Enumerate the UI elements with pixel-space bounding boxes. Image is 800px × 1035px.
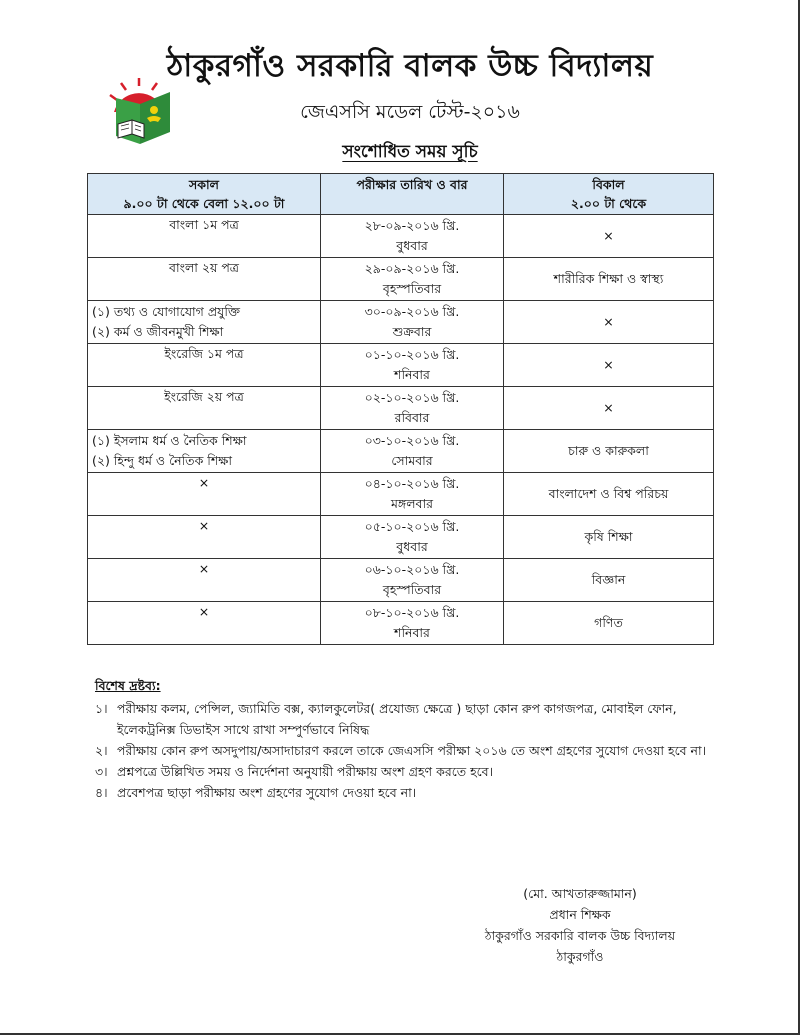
cell-exam-date: [321, 215, 504, 258]
exam-date: ২৮-০৯-২০১৬ খ্রি.: [364, 218, 460, 233]
header-afternoon-time: ২.০০ টা থেকে: [570, 196, 647, 211]
header-morning-time: ৯.০০ টা থেকে বেলা ১২.০০ টা: [123, 196, 285, 211]
cell-morning-subject: [88, 344, 321, 387]
exam-date: ০৮-১০-২০১৬ খ্রি.: [364, 605, 460, 620]
exam-date: ০২-১০-২০১৬ খ্রি.: [364, 390, 460, 405]
note-number: ৪।: [95, 785, 108, 800]
header-morning-title: সকাল: [189, 177, 219, 192]
morning-subject-line: ইংরেজি ১ম পত্র: [164, 346, 244, 361]
header-afternoon: [504, 174, 714, 215]
cell-afternoon-subject: কৃষি শিক্ষা: [504, 516, 714, 559]
cell-morning-subject: [88, 602, 321, 645]
cell-exam-date: [321, 258, 504, 301]
exam-date: ০৬-১০-২০১৬ খ্রি.: [364, 562, 460, 577]
header-date: [321, 174, 504, 215]
morning-subject-line: ×: [198, 518, 210, 533]
cell-exam-date: [321, 602, 504, 645]
table-row: [88, 602, 714, 645]
cell-afternoon-subject: ×: [504, 301, 714, 344]
header-morning: [88, 174, 321, 215]
note-item: [95, 782, 725, 803]
exam-day: শনিবার: [394, 625, 430, 640]
signatory-designation: প্রধান শিক্ষক: [549, 907, 611, 922]
exam-day: বৃহস্পতিবার: [382, 281, 442, 296]
exam-day: শনিবার: [394, 367, 430, 382]
cell-afternoon-subject: শারীরিক শিক্ষা ও স্বাস্থ্য: [504, 258, 714, 301]
notes-title: বিশেষ দ্রষ্টব্য:: [95, 678, 161, 693]
signature-block: [420, 883, 740, 967]
note-text: পরীক্ষায় কোন রুপ অসদুপায়/অসাদাচারণ করলে তাকে জেএসসি পরীক্ষা ২০১৬ তে অংশ গ্রহণের সুযোগ দেওয়া হবে না।: [117, 743, 707, 758]
note-number: ২।: [95, 743, 108, 758]
signatory-name: (মো. আখতারুজ্জামান): [523, 886, 637, 901]
cell-morning-subject: [88, 559, 321, 602]
cell-exam-date: [321, 344, 504, 387]
morning-subject-line: বাংলা ২য় পত্র: [168, 260, 239, 275]
cell-morning-subject: [88, 258, 321, 301]
exam-schedule-table: [87, 173, 714, 645]
morning-subject-line: ×: [198, 604, 210, 619]
note-text: প্রবেশপত্র ছাড়া পরীক্ষায় অংশ গ্রহণের সুযোগ দেওয়া হবে না।: [117, 785, 417, 800]
morning-subject-line: (১) ইসলাম ধর্ম ও নৈতিক শিক্ষা: [92, 433, 247, 448]
cell-afternoon-subject: চারু ও কারুকলা: [504, 430, 714, 473]
header-afternoon-title: বিকাল: [592, 177, 625, 192]
cell-morning-subject: [88, 516, 321, 559]
morning-subject-line: ×: [198, 475, 210, 490]
table-row: [88, 344, 714, 387]
cell-exam-date: [321, 387, 504, 430]
exam-subtitle: জেএসসি মডেল টেস্ট-২০১৬: [300, 101, 520, 123]
exam-day: সোমবার: [391, 453, 433, 468]
cell-afternoon-subject: ×: [504, 215, 714, 258]
exam-day: বুধবার: [396, 238, 428, 253]
exam-date: ০৫-১০-২০১৬ খ্রি.: [364, 519, 460, 534]
exam-date: ০৪-১০-২০১৬ খ্রি.: [364, 476, 460, 491]
cell-afternoon-subject: গণিত: [504, 602, 714, 645]
table-row: [88, 215, 714, 258]
morning-subject-line: (২) হিন্দু ধর্ম ও নৈতিক শিক্ষা: [92, 453, 233, 468]
morning-subject-line: (১) তথ্য ও যোগাযোগ প্রযুক্তি: [92, 304, 241, 319]
morning-subject-line: বাংলা ১ম পত্র: [169, 217, 239, 232]
cell-morning-subject: [88, 387, 321, 430]
cell-exam-date: [321, 473, 504, 516]
cell-exam-date: [321, 430, 504, 473]
table-row: [88, 559, 714, 602]
school-name-title: ঠাকুরগাঁও সরকারি বালক উচ্চ বিদ্যালয়: [166, 48, 654, 84]
exam-day: রবিবার: [394, 410, 430, 425]
note-item: [95, 761, 725, 782]
exam-date: ৩০-০৯-২০১৬ খ্রি.: [364, 304, 460, 319]
morning-subject-line: (২) কর্ম ও জীবনমুখী শিক্ষা: [92, 324, 224, 339]
exam-day: বুধবার: [396, 539, 428, 554]
cell-morning-subject: [88, 430, 321, 473]
cell-afternoon-subject: বিজ্ঞান: [504, 559, 714, 602]
note-text: প্রশ্নপত্রে উল্লিখিত সময় ও নির্দেশনা অনুযায়ী পরীক্ষায় অংশ গ্রহণ করতে হবে।: [117, 764, 494, 779]
schedule-heading-text: সংশোধিত সময় সূচি: [342, 142, 478, 162]
exam-day: শুক্রবার: [392, 324, 432, 339]
signatory-institution: ঠাকুরগাঁও সরকারি বালক উচ্চ বিদ্যালয়: [484, 928, 676, 943]
table-row: [88, 473, 714, 516]
note-number: ১।: [95, 701, 108, 716]
header-date-title: পরীক্ষার তারিখ ও বার: [356, 177, 468, 192]
cell-exam-date: [321, 559, 504, 602]
cell-morning-subject: [88, 215, 321, 258]
note-text: পরীক্ষায় কলম, পেন্সিল, জ্যামিতি বক্স, ক্যালকুলেটর( প্রযোজ্য ক্ষেত্রে ) ছাড়া কোন রুপ কাগজপত্র, মোবাইল ফোন, ইলেকট্রনিক্স ডিভাইস সাথে রাখা সম্পুর্ণভাবে নিষিদ্ধ: [117, 701, 677, 737]
table-row: [88, 258, 714, 301]
schedule-heading: [250, 139, 570, 167]
table-body: [88, 215, 714, 645]
cell-afternoon-subject: বাংলাদেশ ও বিশ্ব পরিচয়: [504, 473, 714, 516]
exam-date: ০১-১০-২০১৬ খ্রি.: [364, 347, 460, 362]
exam-date: ০৩-১০-২০১৬ খ্রি.: [364, 433, 460, 448]
cell-morning-subject: [88, 301, 321, 344]
note-number: ৩।: [95, 764, 108, 779]
signatory-place: ঠাকুরগাঁও: [556, 949, 604, 964]
cell-afternoon-subject: ×: [504, 344, 714, 387]
note-item: [95, 698, 725, 740]
table-row: [88, 430, 714, 473]
morning-subject-line: ইংরেজি ২য় পত্র: [164, 389, 244, 404]
cell-afternoon-subject: ×: [504, 387, 714, 430]
exam-day: বৃহস্পতিবার: [382, 582, 442, 597]
table-row: [88, 516, 714, 559]
exam-date: ২৯-০৯-২০১৬ খ্রি.: [364, 261, 460, 276]
morning-subject-line: ×: [198, 561, 210, 576]
table-header-row: [88, 174, 714, 215]
cell-morning-subject: [88, 473, 321, 516]
exam-day: মঙ্গলবার: [390, 496, 433, 511]
table-row: [88, 387, 714, 430]
cell-exam-date: [321, 516, 504, 559]
notes-section: [95, 675, 725, 803]
note-item: [95, 740, 725, 761]
cell-exam-date: [321, 301, 504, 344]
table-row: [88, 301, 714, 344]
